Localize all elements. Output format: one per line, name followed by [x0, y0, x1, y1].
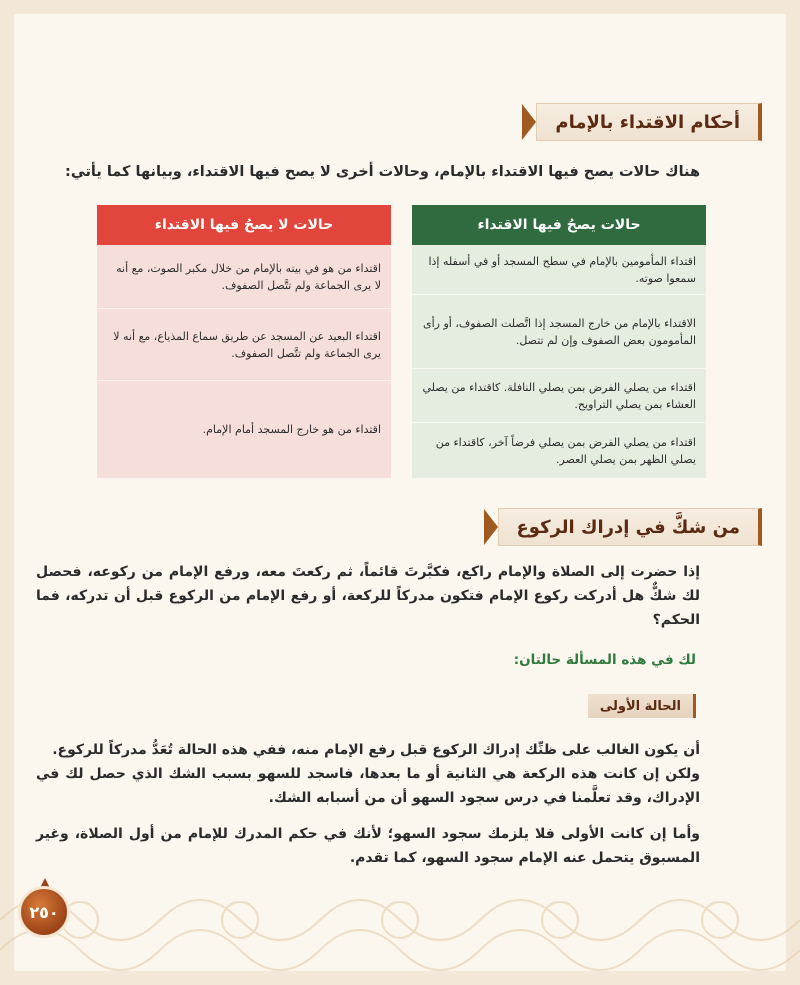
page-number: ٢٥٠: [18, 886, 70, 938]
invalid-cases-column: [97, 205, 391, 479]
invalid-case-row: اقتداء البعيد عن المسجد عن طريق سماع المذياع، مع أنه لا يرى الجماعة ولم تتَّصل الصفوف.: [97, 309, 391, 381]
valid-case-row: الاقتداء بالإمام من خارج المسجد إذا اتَّصلت الصفوف، أو رأى المأمومون بعض الصفوف وإن لم تتصل.: [412, 295, 706, 369]
chevron-left-icon: [484, 509, 498, 545]
invalid-case-row: اقتداء من هو خارج المسجد أمام الإمام.: [97, 381, 391, 479]
cases-note: لك في هذه المسألة حالتان:: [513, 652, 696, 668]
case-one-paragraph: أن يكون الغالب على ظنِّك إدراك الركوع قبل رفع الإمام منه، ففي هذه الحالة تُعَدُّ مدركاً للركوع.: [52, 742, 700, 758]
intro-paragraph: هناك حالات يصح فيها الاقتداء بالإمام، وحالات أخرى لا يصح فيها الاقتداء، وبيانها كما يأتي:: [65, 164, 700, 180]
chevron-left-icon: [522, 104, 536, 140]
invalid-case-row: اقتداء من هو في بيته بالإمام من خلال مكبر الصوت، مع أنه لا يرى الجماعة ولم تتَّصل الصفوف.: [97, 245, 391, 309]
case-one-paragraph: ولكن إن كانت هذه الركعة هي الثانية أو ما بعدها، فاسجد للسهو بسبب الشك الذي حصل لك في الإدراك، وقد تعلَّمنا في درس سجود السهو أن من أسبابه الشك.: [36, 766, 700, 806]
case-one-paragraph: وأما إن كانت الأولى فلا يلزمك سجود السهو؛ لأنك في حكم المدرك للإمام من أول الصلاة، وغير المسبوق يتحمل عنه الإمام سجود السهو، كما تقدم.: [36, 826, 700, 866]
question-paragraph: إذا حضرت إلى الصلاة والإمام راكع، فكبَّرتَ قائماً، ثم ركعتَ معه، ورفع الإمام من ركوعه، فحصل لك شكٌّ هل أدركت ركوع الإمام فتكون مدركاً للركعة، أو رفع الإمام من الركوع قبل أن تدركه، فما الحكم؟: [36, 564, 700, 628]
valid-cases-column: [412, 205, 706, 479]
ornament-pattern: [0, 860, 800, 985]
section-heading-label: من شكَّ في إدراك الركوع: [498, 508, 762, 546]
section-heading-doubt: [482, 509, 762, 545]
valid-case-row: اقتداء من يصلي الفرض بمن يصلي النافلة. كاقتداء من يصلي العشاء بمن يصلي التراويح.: [412, 369, 706, 423]
section-heading-label: أحكام الاقتداء بالإمام: [536, 103, 762, 141]
case-one-label: الحالة الأولى: [588, 694, 696, 718]
invalid-cases-header: حالات لا يصحُ فيها الاقتداء: [97, 205, 391, 245]
section-heading-rules: [520, 104, 762, 140]
valid-case-row: اقتداء من يصلي الفرض بمن يصلي فرضاً آخر، كاقتداء من يصلي الظهر بمن يصلي العصر.: [412, 423, 706, 479]
valid-cases-header: حالات يصحُ فيها الاقتداء: [412, 205, 706, 245]
valid-case-row: اقتداء المأمومين بالإمام في سطح المسجد أو في أسفله إذا سمعوا صوته.: [412, 245, 706, 295]
